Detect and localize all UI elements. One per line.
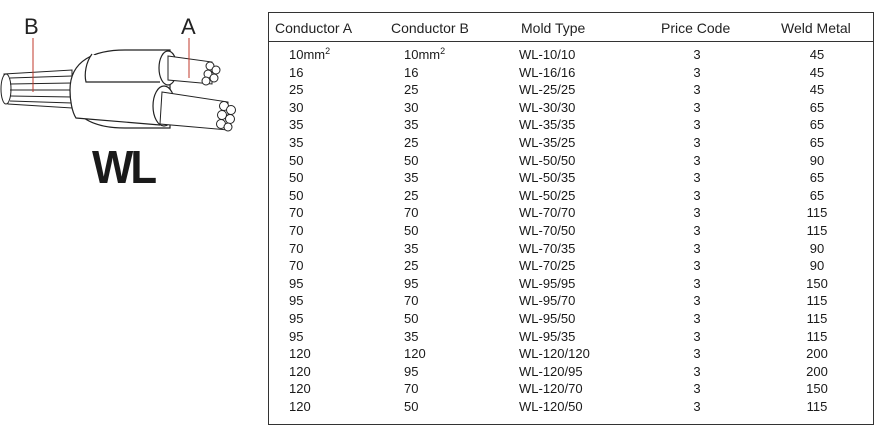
cell-price-code: 3 — [693, 240, 701, 256]
cell-conductor-a: 50 — [289, 187, 304, 203]
cell-mold-type: WL-16/16 — [519, 64, 576, 80]
table-row — [269, 204, 873, 222]
label-b: B — [24, 14, 39, 39]
cell-price-code: 3 — [693, 258, 701, 274]
cell-price-code: 3 — [693, 187, 701, 203]
cell-weld-metal: 115 — [806, 328, 828, 344]
cell-mold-type: WL-120/70 — [519, 381, 583, 397]
cell-price-code: 3 — [693, 152, 701, 168]
cell-mold-type: WL-25/25 — [519, 82, 576, 98]
cell-conductor-a: 70 — [289, 240, 304, 256]
unit-superscript: 2 — [440, 46, 446, 56]
cell-mold-type: WL-70/70 — [519, 205, 576, 221]
cell-mold-type: WL-95/50 — [519, 310, 576, 326]
cell-price-code: 3 — [693, 99, 701, 115]
cell-mold-type: WL-95/70 — [519, 293, 576, 309]
cell-weld-metal: 115 — [806, 398, 828, 414]
cell-conductor-a: 30 — [289, 99, 304, 115]
cell-conductor-b: 25 — [404, 82, 419, 98]
table-row — [269, 380, 873, 398]
cell-price-code: 3 — [693, 134, 701, 150]
cell-weld-metal: 45 — [809, 64, 825, 80]
table-row — [269, 257, 873, 275]
cell-conductor-b: 25 — [404, 134, 419, 150]
cell-mold-type: WL-70/35 — [519, 240, 576, 256]
cell-price-code: 3 — [693, 275, 701, 291]
cell-conductor-a: 70 — [289, 222, 304, 238]
cell-weld-metal: 90 — [809, 152, 825, 168]
conductor-b-cable — [1, 70, 72, 108]
cell-conductor-a: 35 — [289, 134, 304, 150]
cell-conductor-a: 120 — [289, 346, 311, 362]
cell-price-code: 3 — [693, 381, 701, 397]
cell-mold-type: WL-70/50 — [519, 222, 576, 238]
cell-mold-type: WL-95/95 — [519, 275, 576, 291]
cell-price-code: 3 — [693, 117, 701, 133]
cell-mold-type: WL-50/35 — [519, 170, 576, 186]
cell-conductor-a: 120 — [289, 398, 311, 414]
cell-conductor-b: 50 — [404, 222, 419, 238]
cell-conductor-b: 70 — [404, 381, 419, 397]
cell-conductor-a: 95 — [289, 328, 304, 344]
table-row — [269, 310, 873, 328]
cell-conductor-b: 70 — [404, 205, 419, 221]
cell-price-code: 3 — [693, 293, 701, 309]
cell-weld-metal: 115 — [806, 205, 828, 221]
cell-weld-metal: 90 — [809, 258, 825, 274]
table-row — [269, 292, 873, 310]
cell-conductor-b: 50 — [404, 310, 419, 326]
cell-price-code: 3 — [693, 205, 701, 221]
cell-mold-type: WL-50/25 — [519, 187, 576, 203]
cell-weld-metal: 65 — [809, 99, 825, 115]
label-a: A — [181, 14, 196, 39]
cell-conductor-b: 35 — [404, 328, 419, 344]
cell-conductor-a: 35 — [289, 117, 304, 133]
cell-weld-metal: 115 — [806, 310, 828, 326]
cell-mold-type: WL-120/120 — [519, 346, 590, 362]
cell-conductor-b: 16 — [404, 64, 419, 80]
cell-conductor-b: 35 — [404, 117, 419, 133]
cell-conductor-b: 30 — [404, 99, 419, 115]
cell-conductor-b: 95 — [404, 275, 419, 291]
table-row — [269, 187, 873, 205]
cell-weld-metal: 200 — [806, 346, 828, 362]
cell-conductor-b: 70 — [404, 293, 419, 309]
model-name: WL — [92, 141, 155, 193]
cell-conductor-a: $10mm^2$ — [289, 46, 331, 62]
header-weld-metal: Weld Metal — [781, 20, 851, 36]
table-row — [269, 99, 873, 117]
cell-price-code: 3 — [693, 170, 701, 186]
unit-label: mm — [418, 47, 441, 62]
cell-price-code: 3 — [693, 346, 701, 362]
header-price-code: Price Code — [661, 20, 731, 36]
cell-conductor-b: 120 — [404, 346, 426, 362]
table-row — [269, 46, 873, 64]
header-mold-type: Mold Type — [521, 20, 586, 36]
cell-conductor-a: 50 — [289, 170, 304, 186]
cell-weld-metal: 200 — [806, 363, 828, 379]
cell-price-code: 3 — [693, 310, 701, 326]
cell-price-code: 3 — [693, 328, 701, 344]
cell-mold-type: WL-95/35 — [519, 328, 576, 344]
cell-weld-metal: 90 — [809, 240, 825, 256]
cell-conductor-b: 25 — [404, 258, 419, 274]
cell-weld-metal: 65 — [809, 117, 825, 133]
cell-mold-type: WL-120/50 — [519, 398, 583, 414]
table-row — [269, 116, 873, 134]
cell-conductor-a: 120 — [289, 381, 311, 397]
table-row — [269, 169, 873, 187]
cell-conductor-a: 95 — [289, 310, 304, 326]
table-row — [269, 345, 873, 363]
cell-conductor-a: 50 — [289, 152, 304, 168]
cell-price-code: 3 — [693, 222, 701, 238]
table-row — [269, 398, 873, 416]
cell-mold-type: WL-50/50 — [519, 152, 576, 168]
cell-weld-metal: 45 — [809, 82, 825, 98]
cell-weld-metal: 65 — [809, 134, 825, 150]
table-row — [269, 240, 873, 258]
cell-mold-type: WL-120/95 — [519, 363, 583, 379]
table-row — [269, 81, 873, 99]
table-row — [269, 328, 873, 346]
table-header — [269, 13, 873, 42]
cell-conductor-a: 70 — [289, 258, 304, 274]
table-row — [269, 363, 873, 381]
table-row — [269, 152, 873, 170]
cell-price-code: 3 — [693, 64, 701, 80]
cell-weld-metal: 65 — [809, 170, 825, 186]
cell-weld-metal: 115 — [806, 222, 828, 238]
table-row — [269, 275, 873, 293]
header-conductor-b: Conductor B — [391, 20, 469, 36]
cell-conductor-a: 25 — [289, 82, 304, 98]
table-row — [269, 222, 873, 240]
cell-conductor-b: 35 — [404, 170, 419, 186]
cell-weld-metal: 65 — [809, 187, 825, 203]
cell-price-code: 3 — [693, 47, 701, 62]
cell-conductor-a: 95 — [289, 293, 304, 309]
cell-weld-metal: 115 — [806, 293, 828, 309]
cell-price-code: 3 — [693, 363, 701, 379]
cell-mold-type: WL-70/25 — [519, 258, 576, 274]
cell-conductor-b: 25 — [404, 187, 419, 203]
cell-conductor-a: 70 — [289, 205, 304, 221]
cell-conductor-b: $10mm^2$ — [404, 46, 446, 62]
cell-conductor-a: 95 — [289, 275, 304, 291]
conductor-a-strands — [168, 56, 220, 85]
unit-superscript: 2 — [325, 46, 331, 56]
cell-price-code: 3 — [693, 82, 701, 98]
cell-conductor-a: 120 — [289, 363, 311, 379]
cell-conductor-b: 50 — [404, 152, 419, 168]
table-row — [269, 64, 873, 82]
cell-conductor-b: 35 — [404, 240, 419, 256]
conductor-b-strands — [160, 92, 236, 131]
cell-mold-type: WL-10/10 — [519, 47, 576, 62]
table-row — [269, 134, 873, 152]
cell-mold-type: WL-35/25 — [519, 134, 576, 150]
table-body — [269, 46, 873, 415]
cell-conductor-b: 95 — [404, 363, 419, 379]
cell-mold-type: WL-35/35 — [519, 117, 576, 133]
cell-price-code: 3 — [693, 398, 701, 414]
weld-connection-illustration — [0, 0, 265, 200]
spec-table — [268, 12, 874, 425]
unit-label: mm — [303, 47, 326, 62]
cell-conductor-b: 50 — [404, 398, 419, 414]
cell-mold-type: WL-30/30 — [519, 99, 576, 115]
cell-conductor-a: 16 — [289, 64, 304, 80]
cell-weld-metal: 150 — [806, 381, 828, 397]
header-conductor-a: Conductor A — [275, 20, 353, 36]
cell-weld-metal: 150 — [806, 275, 828, 291]
cell-weld-metal: 45 — [809, 47, 825, 62]
